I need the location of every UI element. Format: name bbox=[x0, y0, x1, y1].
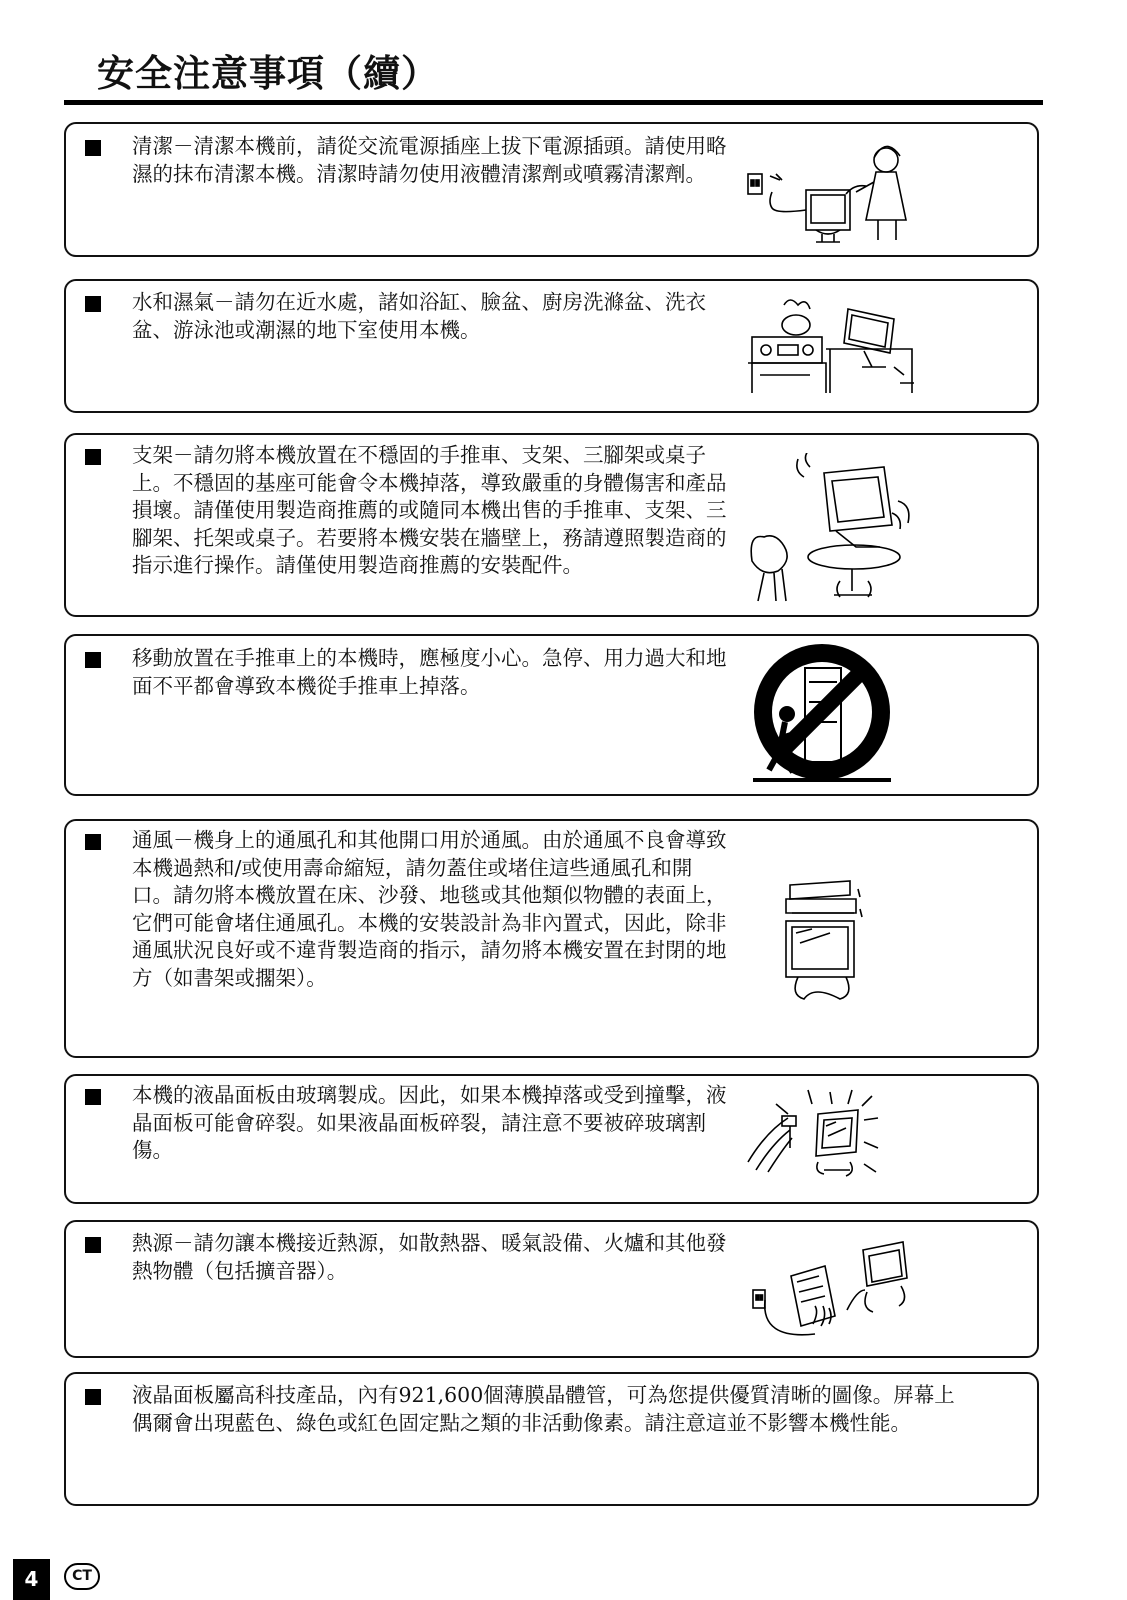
bullet-icon bbox=[85, 449, 101, 465]
heat-source-illustration-icon bbox=[751, 1240, 921, 1345]
bullet-icon bbox=[85, 652, 101, 668]
section-water bbox=[64, 279, 1039, 413]
bullet-icon bbox=[85, 1389, 101, 1405]
glass-panel-illustration-icon bbox=[746, 1088, 906, 1188]
water-illustration-icon bbox=[744, 297, 924, 395]
unstable-stand-illustration-icon bbox=[744, 453, 914, 603]
section-text: 熱源－請勿讓本機接近熱源，如散熱器、暖氣設備、火爐和其他發熱物體（包括擴音器）。 bbox=[132, 1231, 727, 1283]
bullet-icon bbox=[85, 1089, 101, 1105]
language-badge: CT bbox=[64, 1563, 100, 1590]
section-lcd-pixels bbox=[64, 1372, 1039, 1506]
section-text: 液晶面板屬高科技產品，內有921,600個薄膜晶體管，可為您提供優質清晰的圖像。屏幕上偶爾會出現藍色、綠色或紅色固定點之類的非活動像素。請注意這並不影響本機性能。 bbox=[132, 1383, 955, 1435]
page-number: 4 bbox=[13, 1559, 50, 1600]
section-stand bbox=[64, 433, 1039, 617]
section-cleaning bbox=[64, 122, 1039, 257]
page-title: 安全注意事項（續） bbox=[97, 52, 439, 95]
section-text: 通風－機身上的通風孔和其他開口用於通風。由於通風不良會導致本機過熱和/或使用壽命縮短，請勿蓋住或堵住這些通風孔和開口。請勿將本機放置在床、沙發、地毯或其他類似物體的表面上，它們可能會堵住通風孔。本機的安裝設計為非內置式，因此，除非通風狀況良好或不違背製造商的指示，請勿將本機安置在封閉的地方（如書架或擱架）。 bbox=[132, 828, 727, 990]
ventilation-illustration-icon bbox=[776, 879, 876, 1009]
title-rule bbox=[64, 100, 1043, 105]
section-text: 清潔－清潔本機前，請從交流電源插座上拔下電源插頭。請使用略濕的抹布清潔本機。清潔時請勿使用液體清潔劑或噴霧清潔劑。 bbox=[132, 134, 727, 186]
section-heat-source bbox=[64, 1220, 1039, 1358]
section-glass-panel bbox=[64, 1074, 1039, 1204]
cleaning-illustration-icon bbox=[746, 136, 916, 246]
section-text: 支架－請勿將本機放置在不穩固的手推車、支架、三腳架或桌子上。不穩固的基座可能會令本機掉落，導致嚴重的身體傷害和產品損壞。請僅使用製造商推薦的或隨同本機出售的手推車、支架、三腳架、托架或桌子。若要將本機安裝在牆壁上，務請遵照製造商的指示進行操作。請僅使用製造商推薦的安裝配件。 bbox=[132, 443, 727, 577]
bullet-icon bbox=[85, 296, 101, 312]
section-ventilation bbox=[64, 819, 1039, 1058]
bullet-icon bbox=[85, 834, 101, 850]
section-text: 本機的液晶面板由玻璃製成。因此，如果本機掉落或受到撞擊，液晶面板可能會碎裂。如果液晶面板碎裂，請注意不要被碎玻璃割傷。 bbox=[132, 1083, 727, 1162]
cart-warning-symbol-icon bbox=[749, 642, 899, 788]
section-cart bbox=[64, 634, 1039, 796]
bullet-icon bbox=[85, 140, 101, 156]
bullet-icon bbox=[85, 1237, 101, 1253]
section-text: 水和濕氣－請勿在近水處，諸如浴缸、臉盆、廚房洗滌盆、洗衣盆、游泳池或潮濕的地下室使用本機。 bbox=[132, 290, 706, 342]
section-text: 移動放置在手推車上的本機時，應極度小心。急停、用力過大和地面不平都會導致本機從手推車上掉落。 bbox=[132, 646, 727, 698]
